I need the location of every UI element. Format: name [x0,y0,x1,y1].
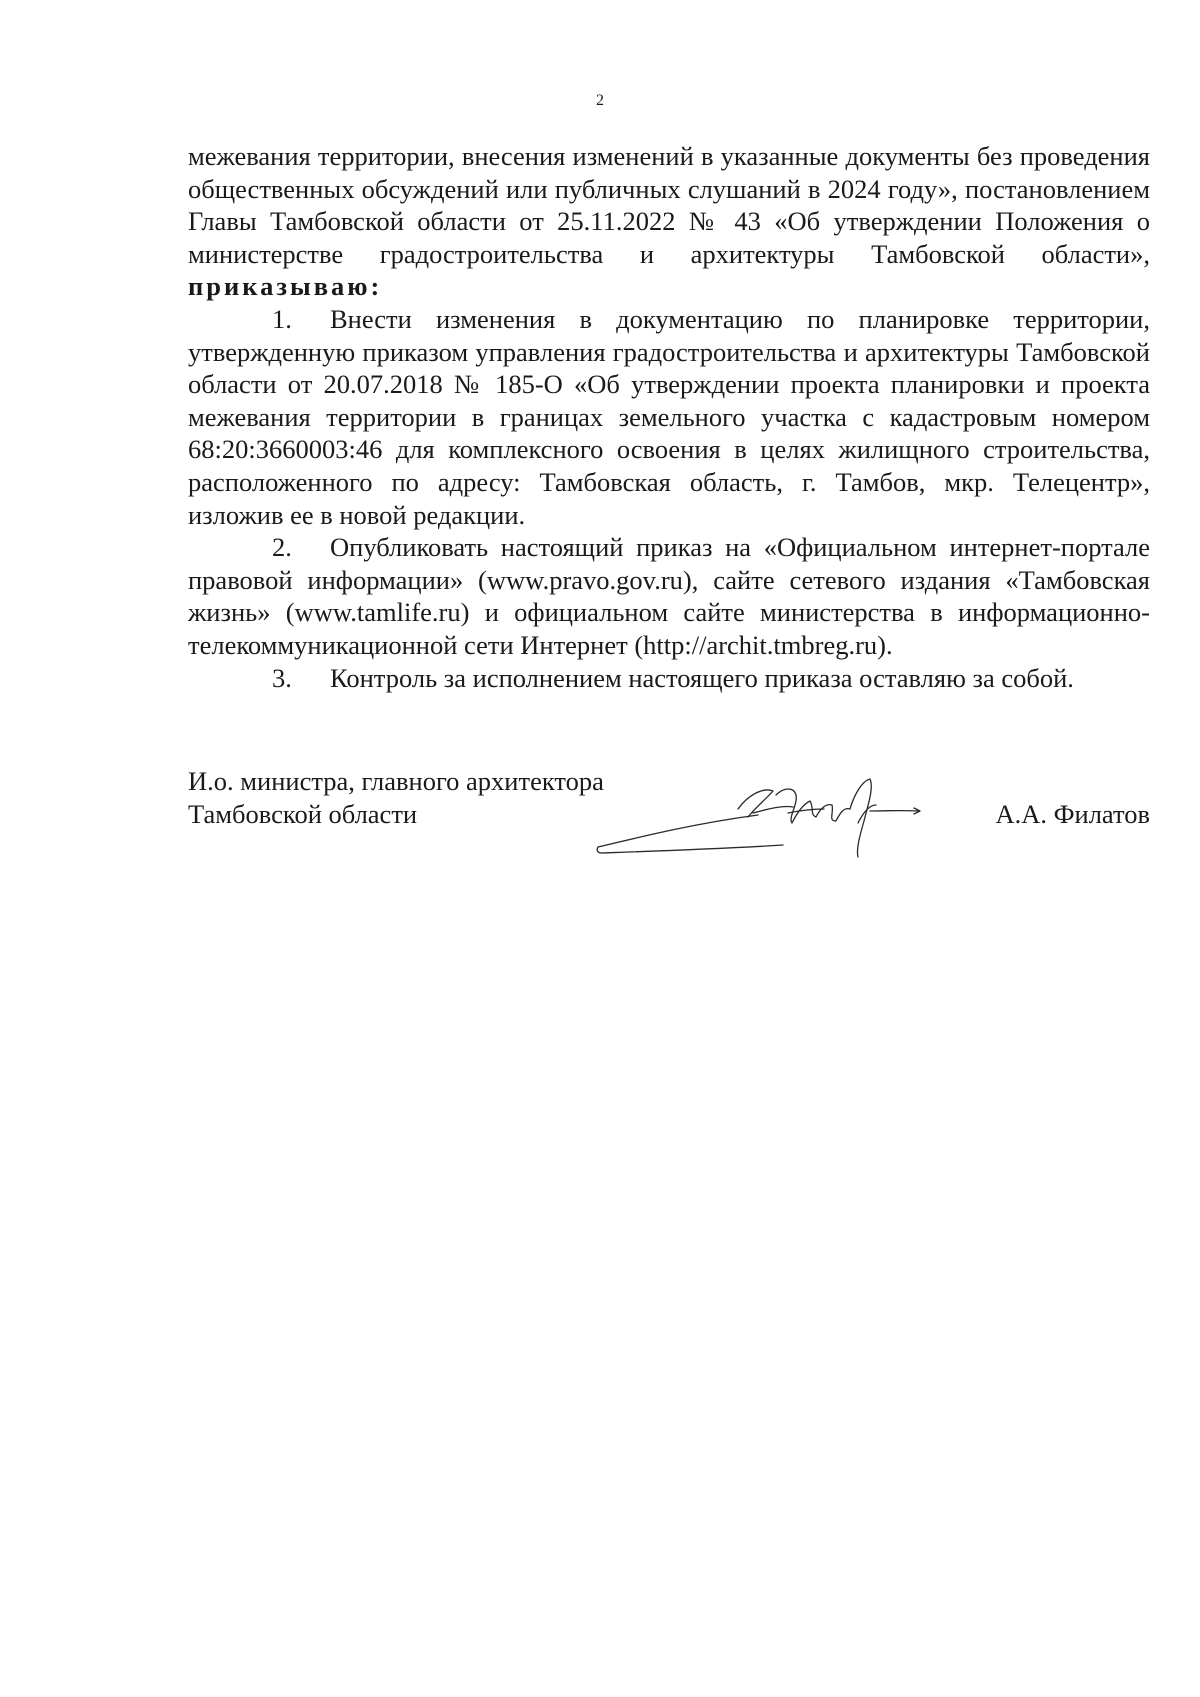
intro-text: межевания территории, внесения изменений в указанные документы без проведения общественных обсуждений или публичных слушаний в 2024 году», постановлением Главы Тамбовской области от 25.11.2022 № 43 «Об утверждении Положения о министерстве градостроительства и архитектуры Тамбовской области», [188,141,1150,269]
position-line-2: Тамбовской области [188,798,418,829]
order-item-text: Опубликовать настоящий приказ на «Официальном интернет-портале правовой информации» (www.pravo.gov.ru), сайте сетевого издания «Тамбовская жизнь» (www.tamlife.ru) и официальном сайте министерства в информационно-телекоммуникационной сети Интернет (http://archit.tmbreg.ru). [188,532,1150,660]
order-item-number: 3. [272,662,292,693]
order-item-number: 2. [272,532,292,563]
intro-paragraph [188,140,1150,303]
order-item-2 [188,531,1150,661]
order-keyword: приказываю: [188,271,383,302]
order-item-3 [188,662,1150,695]
order-item-text: Внести изменения в документацию по планировке территории, утвержденную приказом управления градостроительства и архитектуры Тамбовской области от 20.07.2018 № 185-О «Об утверждении проекта планировки и проекта межевания территории в границах земельного участка с кадастровым номером 68:20:3660003:46 для комплексного освоения в целях жилищного строительства, расположенного по адресу: Тамбовская область, г. Тамбов, мкр. Телецентр», изложив ее в новой редакции. [188,303,1150,530]
document-body [188,140,1150,694]
position-line-1: И.о. министра, главного архитектора [188,766,604,796]
page-number: 2 [596,92,604,109]
order-item-text: Контроль за исполнением настоящего приказа оставляю за собой. [330,662,1074,693]
order-item-1 [188,303,1150,531]
signature-block [188,765,1150,865]
signatory-name: А.А. Филатов [995,798,1150,829]
signatory-position [188,765,604,830]
order-item-number: 1. [272,303,292,334]
handwritten-signature-icon [588,765,928,875]
